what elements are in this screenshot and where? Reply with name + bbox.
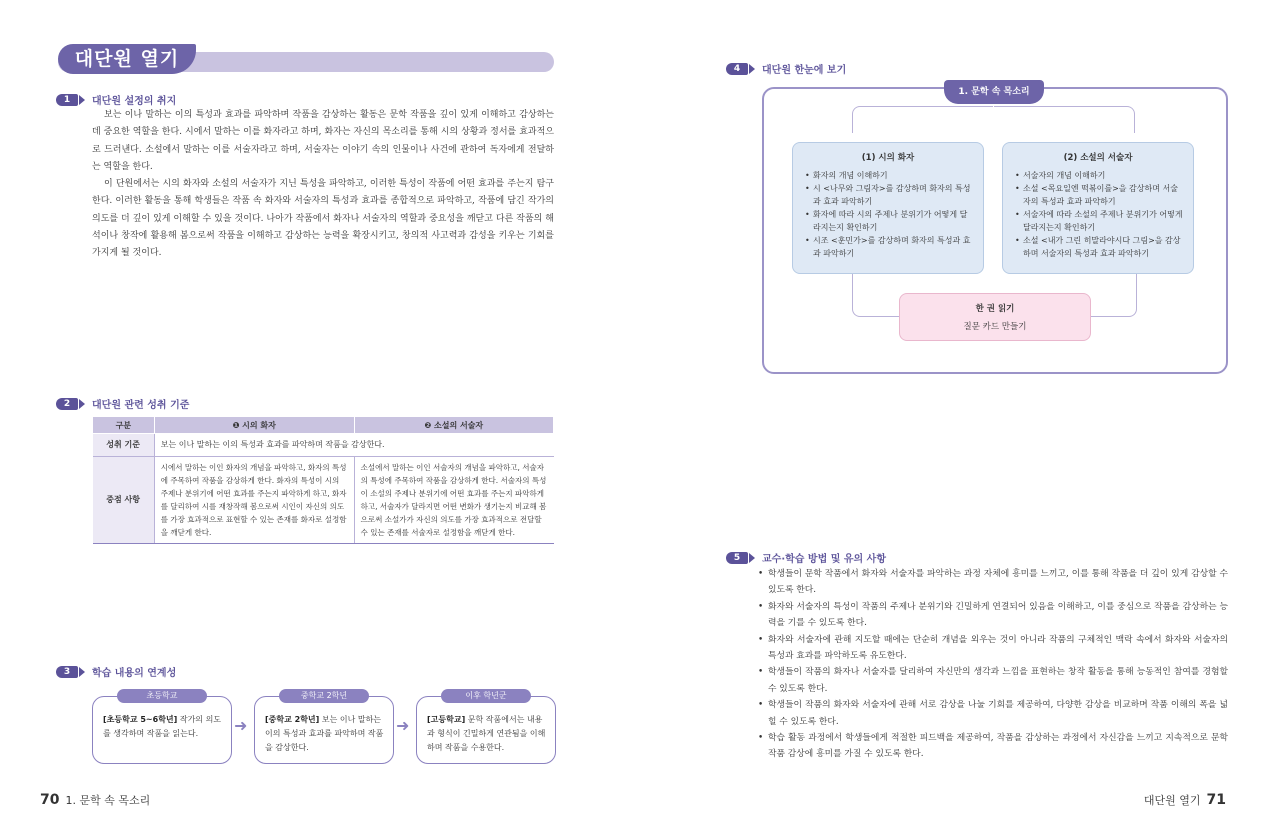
table-cell: 보는 이나 말하는 이의 특성과 효과를 파악하며 작품을 감상한다. [154,434,553,457]
book-reading-box [899,293,1091,341]
list-item: • 시조 <훈민가>를 감상하며 화자의 특성과 효과 파악하기 [813,234,973,260]
flow-box-middle [254,691,394,764]
footer-left [40,792,150,808]
table-row-head: 중점 사항 [93,457,155,544]
section-1-number: 1 [56,94,78,106]
section-3-title: 학습 내용의 연계성 [92,668,177,679]
section-1-title: 대단원 설정의 취지 [92,96,177,107]
flow-box-high [416,691,556,764]
paragraph: 보는 이나 말하는 이의 특성과 효과를 파악하며 작품을 감상하는 활동은 문학 작품을 깊이 있게 이해하고 감상하는 데 중요한 역할을 한다. 시에서 말하는 이를 화자라고 하며, 화자는 자신의 목소리를 통해 시의 상황과 정서를 효과적으로 드러낸다. 소설에서 말하는 이를 서술자라고 하며, 서술자는 이야기 속의 인물이나 사건에 관하여 독자에게 전달하는 역할을 한다. [92,110,554,172]
flow-tab: 초등학교 [117,689,207,703]
footer-right [1144,792,1226,808]
list-item: • 화자의 개념 이해하기 [813,169,973,182]
list-item: • 서술자의 개념 이해하기 [1023,169,1183,182]
list-item: • 서술자에 따라 소설의 주제나 분위기가 어떻게 달라지는지 확인하기 [1023,208,1183,234]
section-1-heading [56,92,176,107]
list-item: • 학생들이 작품의 화자와 서술자에 관해 서로 감상을 나눌 기회를 제공하여, 다양한 감상을 비교하며 작품 이해의 폭을 넓힐 수 있도록 한다. [758,697,1228,730]
section-1-body [92,107,554,263]
arrow-right-icon: ➜ [396,716,410,735]
section-2-title: 대단원 관련 성취 기준 [92,400,190,411]
achievement-table [92,416,554,544]
box-title: 한 권 읽기 [975,304,1015,314]
table-cell: 시에서 말하는 이인 화자의 개념을 파악하고, 화자의 특성에 주목하여 작품을 감상하게 한다. 화자의 특성이 시의 주제나 분위기에 어떤 효과를 주는지 파악하게 하고, 화자를 달리하여 시를 재창작해 봄으로써 시인이 자신의 의도를 가장 효과적으로 표현할 수 있는 존재를 화자로 설정함을 깨닫게 한다. [154,457,354,544]
list-item: • 화자에 따라 시의 주제나 분위기가 어떻게 달라지는지 확인하기 [813,208,973,234]
list-item: • 화자와 서술자의 특성이 작품의 주제나 분위기와 긴밀하게 연결되어 있음을 이해하고, 이를 중심으로 작품을 감상하는 능력을 기를 수 있도록 한다. [758,599,1228,632]
table-row-head: 성취 기준 [93,434,155,457]
table-header: ❶ 시의 화자 [154,417,354,434]
list-item: • 화자와 서술자에 관해 지도할 때에는 단순히 개념을 외우는 것이 아니라 작품의 구체적인 맥락 속에서 화자와 서술자의 특성과 효과를 파악하도록 유도한다. [758,632,1228,665]
list-item: • 소설 <목요일엔 떡볶이를>을 감상하며 서술자의 특성과 효과 파악하기 [1023,182,1183,208]
flow-text: [초등학교 5~6학년] 작가의 의도를 생각하며 작품을 읽는다. [103,715,222,738]
section-2-heading [56,396,189,411]
list-item: • 학생들이 문학 작품에서 화자와 서술자를 파악하는 과정 자체에 흥미를 느끼고, 이를 통해 작품을 더 깊이 있게 감상할 수 있도록 한다. [758,566,1228,599]
flow-box-elementary [92,691,232,764]
list-item: • 소설 <내가 그린 히말라야시다 그림>을 감상하며 서술자의 특성과 효과 파악하기 [1023,234,1183,260]
connector-line [1090,272,1137,317]
connector-line [852,272,899,317]
footer-text: 1. 문학 속 목소리 [65,794,151,807]
connector-line [994,106,1135,133]
paragraph: 이 단원에서는 시의 화자와 소설의 서술자가 지닌 특성을 파악하고, 이러한 특성이 작품에 어떤 효과를 주는지 탐구한다. 이러한 활동을 통해 학생들은 작품 속 화자와 서술자의 특성과 효과를 종합적으로 파악하고, 작품에 담긴 작가의 의도를 더 깊이 있게 이해할 수 있을 것이다. 나아가 작품에서 화자나 서술자의 역할과 중요성을 깨닫고 다른 작품의 해석이나 창작에 활용해 봄으로써 작품을 이해하고 감상하는 능력을 확장시키고, 창의적 사고력과 감성을 키우는 기회를 가지게 될 것이다. [92,179,554,259]
section-2-number: 2 [56,398,78,410]
table-header: ❷ 소설의 서술자 [354,417,553,434]
section-5-number: 5 [726,552,748,564]
list-item: • 시 <나무와 그림자>를 감상하며 화자의 특성과 효과 파악하기 [813,182,973,208]
section-3-heading [56,664,176,679]
section-4-heading [726,61,846,76]
teaching-notes-list [758,566,1228,763]
unit-title-banner: 대단원 열기 [58,44,196,74]
diagram-root-label: 1. 문학 속 목소리 [944,80,1044,104]
section-4-number: 4 [726,63,748,75]
connector-line [852,106,993,133]
footer-text: 대단원 열기 [1143,794,1201,807]
box-subtitle: 질문 카드 만들기 [963,322,1027,332]
list-item: • 학생들이 작품의 화자나 서술자를 달리하여 자신만의 생각과 느낌을 표현하는 창작 활동을 통해 능동적인 참여를 경험할 수 있도록 한다. [758,664,1228,697]
arrow-right-icon: ➜ [234,716,248,735]
flow-tab: 중학교 2학년 [279,689,369,703]
box-title: (1) 시의 화자 [861,153,915,163]
list-item: • 학습 활동 과정에서 학생들에게 적절한 피드백을 제공하여, 작품을 감상하는 과정에서 자신감을 느끼고 지속적으로 문학 작품 감상에 흥미를 가질 수 있도록 한다. [758,730,1228,763]
flow-tab: 이후 학년군 [441,689,531,703]
flow-text: [중학교 2학년] 보는 이나 말하는 이의 특성과 효과를 파악하며 작품을 감상한다. [265,715,384,752]
table-cell: 소설에서 말하는 이인 서술자의 개념을 파악하고, 서술자의 특성에 주목하여 작품을 감상하게 한다. 서술자의 특성이 소설의 주제나 분위기에 어떤 효과를 주는지 파악하게 하고, 서술자가 달라지면 어떤 변화가 생기는지 비교해 봄으로써 소설가가 자신의 의도를 가장 효과적으로 전달할 수 있는 존재를 서술자로 설정함을 깨닫게 한다. [354,457,553,544]
section-4-title: 대단원 한눈에 보기 [762,65,847,76]
section-5-title: 교수·학습 방법 및 유의 사항 [762,554,886,565]
section-3-number: 3 [56,666,78,678]
section-5-heading [726,550,886,565]
table-header: 구분 [93,417,155,434]
box-title: (2) 소설의 서술자 [1063,153,1133,163]
flow-text: [고등학교] 문학 작품에서는 내용과 형식이 긴밀하게 연관됨을 이해하며 작품을 수용한다. [427,715,546,752]
novel-narrator-box [1002,142,1194,274]
poem-speaker-box [792,142,984,274]
page-number: 70 [40,792,60,808]
page-number: 71 [1206,792,1226,808]
right-page [640,0,1280,838]
